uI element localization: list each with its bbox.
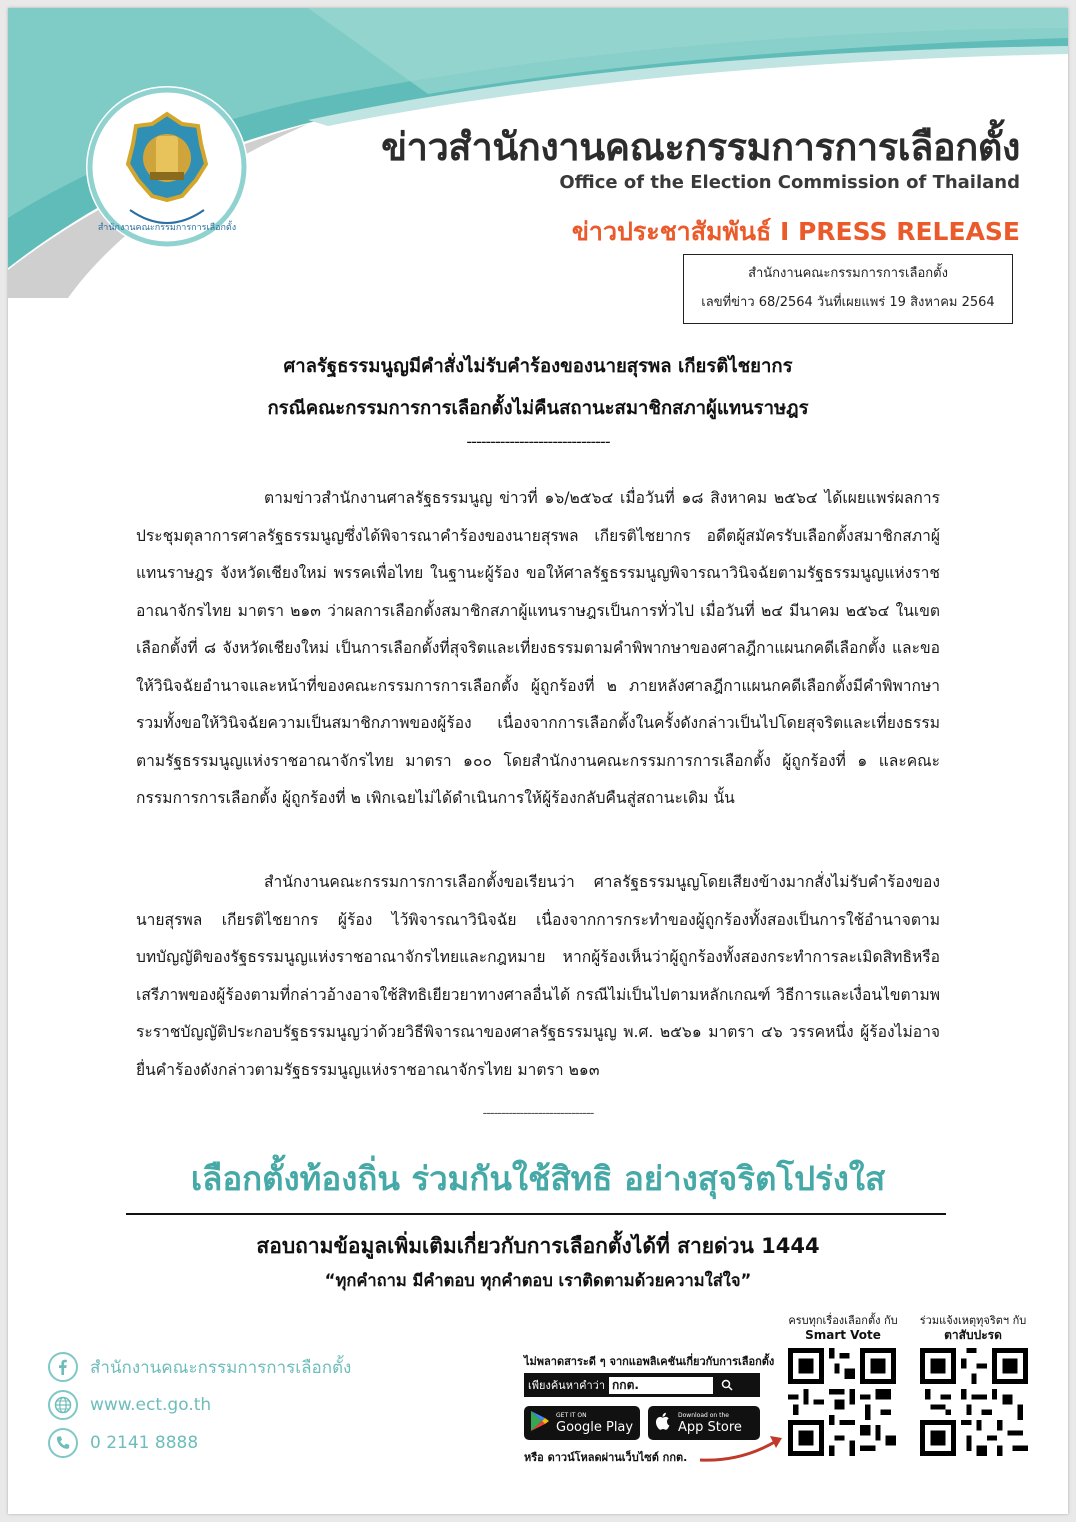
release-org: สำนักงานคณะกรรมการการเลือกตั้ง: [748, 266, 948, 281]
campaign-slogan: เลือกตั้งท้องถิ่น ร่วมกันใช้สิทธิ อย่างสุจริตโปร่งใส: [190, 1159, 886, 1198]
news-title-line-1: ศาลรัฐธรรมนูญมีคำสั่งไม่รับคำร้องของนายสุรพล เกียรติไชยากร: [283, 356, 793, 377]
press-release-page: [8, 8, 1068, 1514]
app-promo-header: ไม่พลาดสาระดี ๆ จากแอพลิเคชันเกี่ยวกับการเลือกตั้ง: [524, 1355, 775, 1368]
facebook-icon: [48, 1352, 78, 1382]
google-play-button[interactable]: [524, 1406, 640, 1440]
phone-link[interactable]: [48, 1426, 198, 1460]
service-motto: “ทุกคำถาม มีคำตอบ ทุกคำตอบ เราติดตามด้วยความใส่ใจ”: [324, 1271, 752, 1290]
footer-divider: [126, 1213, 946, 1215]
search-label: เพียงค้นหาคำว่า: [528, 1379, 606, 1392]
smart-vote-qr-code[interactable]: [788, 1348, 896, 1456]
apple-icon: [654, 1411, 672, 1435]
ect-emblem-logo: [86, 86, 248, 248]
tasapparod-caption: [908, 1314, 1038, 1342]
search-term: กกต.: [609, 1377, 713, 1394]
phone-icon: [48, 1428, 78, 1458]
google-play-icon: [530, 1410, 550, 1436]
press-release-label: ข่าวประชาสัมพันธ์ I PRESS RELEASE: [571, 217, 1020, 246]
app-store-label: App Store: [678, 1419, 742, 1435]
globe-icon: [48, 1390, 78, 1420]
smart-vote-name: Smart Vote: [805, 1328, 881, 1342]
app-search-bar[interactable]: [524, 1373, 760, 1397]
hotline-contact: สอบถามข้อมูลเพิ่มเติมเกี่ยวกับการเลือกตั้งได้ที่ สายด่วน 1444: [256, 1234, 820, 1258]
search-icon: [721, 1376, 733, 1395]
news-title-line-2: กรณีคณะกรรมการการเลือกตั้งไม่คืนสถานะสมาชิกสภาผู้แทนราษฎร: [267, 398, 809, 419]
app-store-small: Download on the: [678, 1411, 729, 1419]
website-link[interactable]: [48, 1388, 211, 1422]
google-play-label: Google Play: [556, 1419, 634, 1435]
facebook-link[interactable]: [48, 1350, 351, 1384]
body-paragraph-2: สำนักงานคณะกรรมการการเลือกตั้งขอเรียนว่า ศาลรัฐธรรมนูญโดยเสียงข้างมากสั่งไม่รับคำร้องของนายสุรพล เกียรติไชยากร ผู้ร้อง ไว้พิจารณาวินิจฉัย เนื่องจากการกระทำของผู้ถูกร้องทั้งสองเป็นการใช้อำนาจตามบทบัญญัติของรัฐธรรมนูญแห่งราชอาณาจักรไทยและกฎหมาย หากผู้ร้องเห็นว่าผู้ถูกร้องทั้งสองกระทำการละเมิดสิทธิหรือเสรีภาพของผู้ร้องตามที่กล่าวอ้างอาจใช้สิทธิเยียวยาทางศาลอื่นได้ กรณีไม่เป็นไปตามหลักเกณฑ์ วิธีการและเงื่อนไขตามพระราชบัญญัติประกอบรัฐธรรมนูญว่าด้วยวิธีพิจารณาของศาลรัฐธรรมนูญ พ.ศ. ๒๕๖๑ มาตรา ๔๖ วรรคหนึ่ง ผู้ร้องไม่อาจยื่นคำร้องดังกล่าวตามรัฐธรรมนูญแห่งราชอาณาจักรไทย มาตรา ๒๑๓: [136, 873, 940, 1079]
release-number-date: เลขที่ข่าว 68/2564 วันที่เผยแพร่ 19 สิงหาคม 2564: [701, 295, 995, 310]
body-paragraph-1: ตามข่าวสำนักงานศาลรัฐธรรมนูญ ข่าวที่ ๑๖/๒๕๖๔ เมื่อวันที่ ๑๘ สิงหาคม ๒๕๖๔ ได้เผยแพร่ผลการประชุมตุลาการศาลรัฐธรรมนูญซึ่งได้พิจารณาคำร้องของนายสุรพล เกียรติไชยากร อดีตผู้สมัครรับเลือกตั้งสมาชิกสภาผู้แทนราษฎร จังหวัดเชียงใหม่ พรรคเพื่อไทย ในฐานะผู้ร้อง ขอให้ศาลรัฐธรรมนูญพิจารณาวินิจฉัยตามรัฐธรรมนูญแห่งราชอาณาจักรไทย มาตรา ๒๑๓ ว่าผลการเลือกตั้งสมาชิกสภาผู้แทนราษฎรเป็นการทั่วไป เมื่อวันที่ ๒๔ มีนาคม ๒๕๖๔ ในเขตเลือกตั้งที่ ๘ จังหวัดเชียงใหม่ เป็นการเลือกตั้งที่สุจริตและเที่ยงธรรมตามคำพิพากษาของศาลฎีกาแผนกคดีเลือกตั้ง และขอให้วินิจฉัยอำนาจและหน้าที่ของคณะกรรมการการเลือกตั้ง ผู้ถูกร้องที่ ๒ ภายหลังศาลฎีกาแผนกคดีเลือกตั้งมีคำพิพากษา รวมทั้งขอให้วินิจฉัยความเป็นสมาชิกภาพของผู้ร้อง เนื่องจากการเลือกตั้งในครั้งดังกล่าวเป็นไปโดยสุจริตและเที่ยงธรรม ตามรัฐธรรมนูญแห่งราชอาณาจักรไทย มาตรา ๑๐๐ โดยสำนักงานคณะกรรมการการเลือกตั้ง ผู้ถูกร้องที่ ๑ และคณะกรรมการการเลือกตั้ง ผู้ถูกร้องที่ ๒ เพิกเฉยไม่ได้ดำเนินการให้ผู้ร้องกลับคืนสู่สถานะเดิม นั้น: [136, 489, 940, 807]
phone-label: 0 2141 8888: [90, 1433, 199, 1453]
facebook-label: สำนักงานคณะกรรมการการเลือกตั้ง: [90, 1357, 352, 1378]
tasapparod-caption-text: ร่วมแจ้งเหตุทุจริตฯ กับ: [919, 1314, 1027, 1327]
smart-vote-caption-text: ครบทุกเรื่องเลือกตั้ง กับ: [788, 1314, 898, 1327]
body-separator: ------------------------------: [482, 1106, 594, 1121]
smart-vote-caption: [778, 1314, 908, 1342]
release-info-box: [683, 254, 1013, 324]
header-title-thai: ข่าวสำนักงานคณะกรรมการการเลือกตั้ง: [381, 125, 1020, 169]
red-arrow-icon: [698, 1430, 788, 1466]
google-play-small: GET IT ON: [556, 1411, 587, 1419]
website-download-note: หรือ ดาวน์โหลดผ่านเว็บไซต์ กกต.: [524, 1451, 688, 1464]
tasapparod-name: ตาสับปะรด: [944, 1328, 1002, 1342]
website-label: www.ect.go.th: [90, 1395, 212, 1415]
header-title-english: Office of the Election Commission of Thailand: [559, 172, 1020, 193]
title-separator: ------------------------------: [466, 432, 610, 451]
svg-text:สำนักงานคณะกรรมการการเลือกตั้ง: สำนักงานคณะกรรมการการเลือกตั้ง: [97, 223, 237, 233]
tasapparod-qr-code[interactable]: [920, 1348, 1028, 1456]
